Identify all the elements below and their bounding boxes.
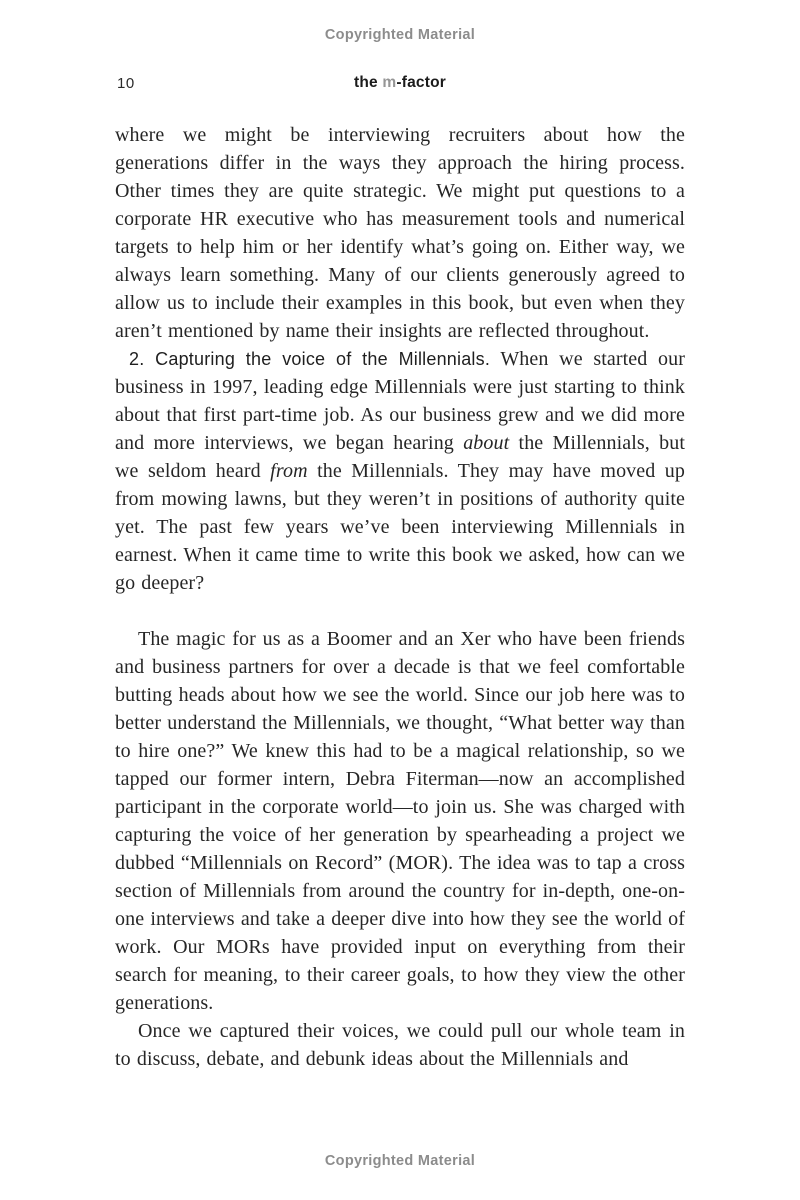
book-title [354,74,446,91]
italic-word: from [270,460,308,482]
italic-word: about [463,432,510,454]
paragraph-once-captured: Once we captured their voices, we could pull our whole team in to discuss, debate, and debunk ideas about the Millennials and [115,1020,685,1070]
page-number: 10 [117,75,135,92]
paragraph-magic: The magic for us as a Boomer and an Xer who have been friends and business partners for over a decade is that we feel comfortable butting heads about how we see the world. Since our job here was to better understand the Millennials, we thought, “What better way than to hire one?” We knew this had to be a magical relationship, so we tapped our former intern, Debra Fiterman—now an accomplished participant in the corporate world—to join us. She was charged with capturing the voice of her generation by spearheading a project we dubbed “Millennials on Record” (MOR). The idea was to tap a cross section of Millennials from around the country for in-depth, one-on-one interviews and take a deeper dive into how they see the world of work. Our MORs have provided input on everything from their search for meaning, to their career goals, to how they view the other generations. [115,628,685,1014]
paragraph-numbered-item [115,345,685,597]
numbered-item-heading: 2. Capturing the voice of the Millennials. [129,349,491,369]
copyright-notice-bottom: Copyrighted Material [324,1153,476,1169]
paragraph-text: the Millennials. They may have moved up from mowing lawns, but they weren’t in positions of authority quite yet. The past few years we’ve been interviewing Millennials in earnest. When it came time to write this book we asked, how can we go deeper? [115,460,685,594]
paragraph-continuation: where we might be interviewing recruiters about how the generations differ in the ways they approach the hiring process. Other times they are quite strategic. We might put questions to a corporate HR executive who has measurement tools and numerical targets to help him or her identify what’s going on. Either way, we always learn something. Many of our clients generously agreed to allow us to include their examples in this book, but even when they aren’t mentioned by name their insights are reflected throughout. [115,124,685,342]
paragraph-text: the Millennials, but we seldom heard [115,432,685,482]
book-title-m: m [382,74,397,91]
book-title-post: -factor [396,74,446,91]
running-header [0,74,800,92]
paragraph-text: When we started our business in 1997, leading edge Millennials were just starting to think about that first part-time job. As our business grew and we did more and more interviews, we began hearing [115,348,685,454]
body-text-block [115,121,685,1073]
copyright-notice-top: Copyrighted Material [324,27,476,43]
book-title-pre: the [354,74,383,91]
